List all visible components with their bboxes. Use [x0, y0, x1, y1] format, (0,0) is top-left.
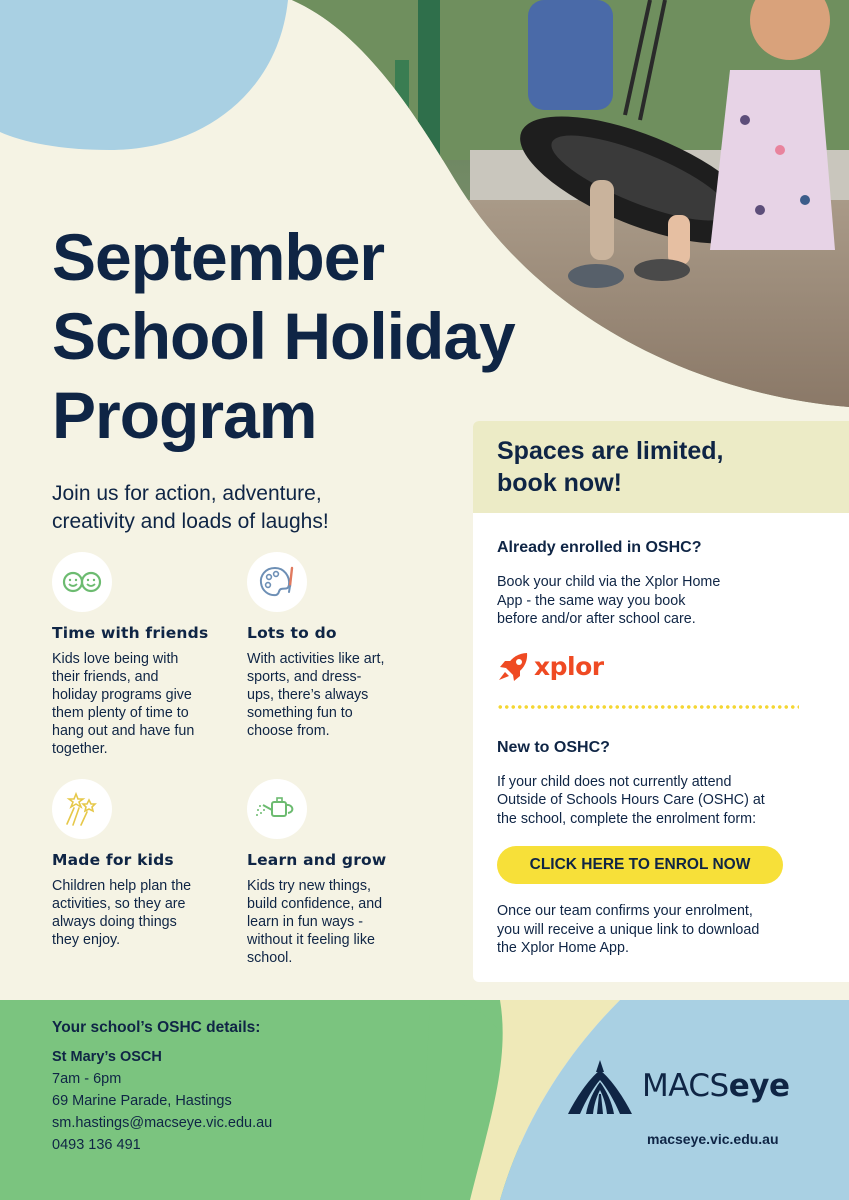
dotted-divider [497, 705, 799, 709]
feature-title: Learn and grow [247, 851, 387, 869]
intro-line: creativity and loads of laughs! [52, 510, 329, 533]
title-line: Program [52, 378, 317, 452]
booking-card [473, 421, 849, 982]
intro-text [52, 480, 472, 536]
feature-text: With activities like art, sports, and dress- ups, there’s always something fun to choose from. [247, 651, 385, 739]
booking-body [473, 513, 849, 958]
school-phone[interactable]: 0493 136 491 [52, 1137, 141, 1153]
feature-learn-and-grow [247, 779, 417, 967]
xplor-wordmark: xplor [534, 652, 604, 681]
feature-made-for-kids [52, 779, 222, 949]
confirm-text: Once our team confirms your enrolment, you will receive a unique link to download the Xplor Home App. [497, 903, 760, 956]
macseye-logo [566, 1056, 806, 1118]
booking-heading: Spaces are limited, book now! [497, 437, 724, 497]
oshc-details-heading: Your school’s OSHC details: [52, 1019, 261, 1036]
new-title: New to OSHC? [497, 738, 610, 756]
shooting-stars-icon [52, 779, 112, 839]
feature-text: Kids try new things, build confidence, and learn in fun ways - without it feeling like school. [247, 878, 383, 966]
feature-title: Time with friends [52, 624, 209, 642]
watering-can-icon [247, 779, 307, 839]
feature-time-with-friends [52, 552, 222, 758]
website-link[interactable]: macseye.vic.edu.au [647, 1131, 779, 1147]
feature-title: Lots to do [247, 624, 337, 642]
intro-line: Join us for action, adventure, [52, 482, 322, 505]
rocket-icon [497, 650, 531, 684]
enrol-now-button[interactable]: CLICK HERE TO ENROL NOW [497, 846, 783, 884]
enrolled-title: Already enrolled in OSHC? [497, 539, 702, 556]
school-email[interactable]: sm.hastings@macseye.vic.edu.au [52, 1115, 273, 1131]
school-address: 69 Marine Parade, Hastings [52, 1093, 232, 1109]
feature-title: Made for kids [52, 851, 174, 869]
paint-palette-icon [247, 552, 307, 612]
new-text: If your child does not currently attend Outside of Schools Hours Care (OSHC) at the school, complete the enrolment form: [497, 773, 765, 827]
title-line: September [52, 220, 385, 294]
oshc-details [52, 1019, 452, 1156]
school-hours: 7am - 6pm [52, 1071, 122, 1087]
booking-header [473, 421, 849, 513]
smiley-faces-icon [52, 552, 112, 612]
feature-text: Kids love being with their friends, and holiday programs give them plenty of time to hang out and have fun together. [52, 651, 195, 757]
enrolled-text: Book your child via the Xplor Home App - the same way you book before and/or after school care. [497, 574, 721, 627]
top-left-blue-shape [0, 0, 288, 150]
feature-text: Children help plan the activities, so they are always doing things they enjoy. [52, 878, 192, 948]
page-title [52, 218, 612, 455]
xplor-logo [497, 649, 825, 685]
title-line: School Holiday [52, 299, 515, 373]
school-name: St Mary’s OSCH [52, 1049, 162, 1065]
macseye-wordmark: MACSeye [642, 1068, 790, 1104]
macseye-emblem-icon [566, 1058, 634, 1116]
feature-lots-to-do [247, 552, 417, 740]
